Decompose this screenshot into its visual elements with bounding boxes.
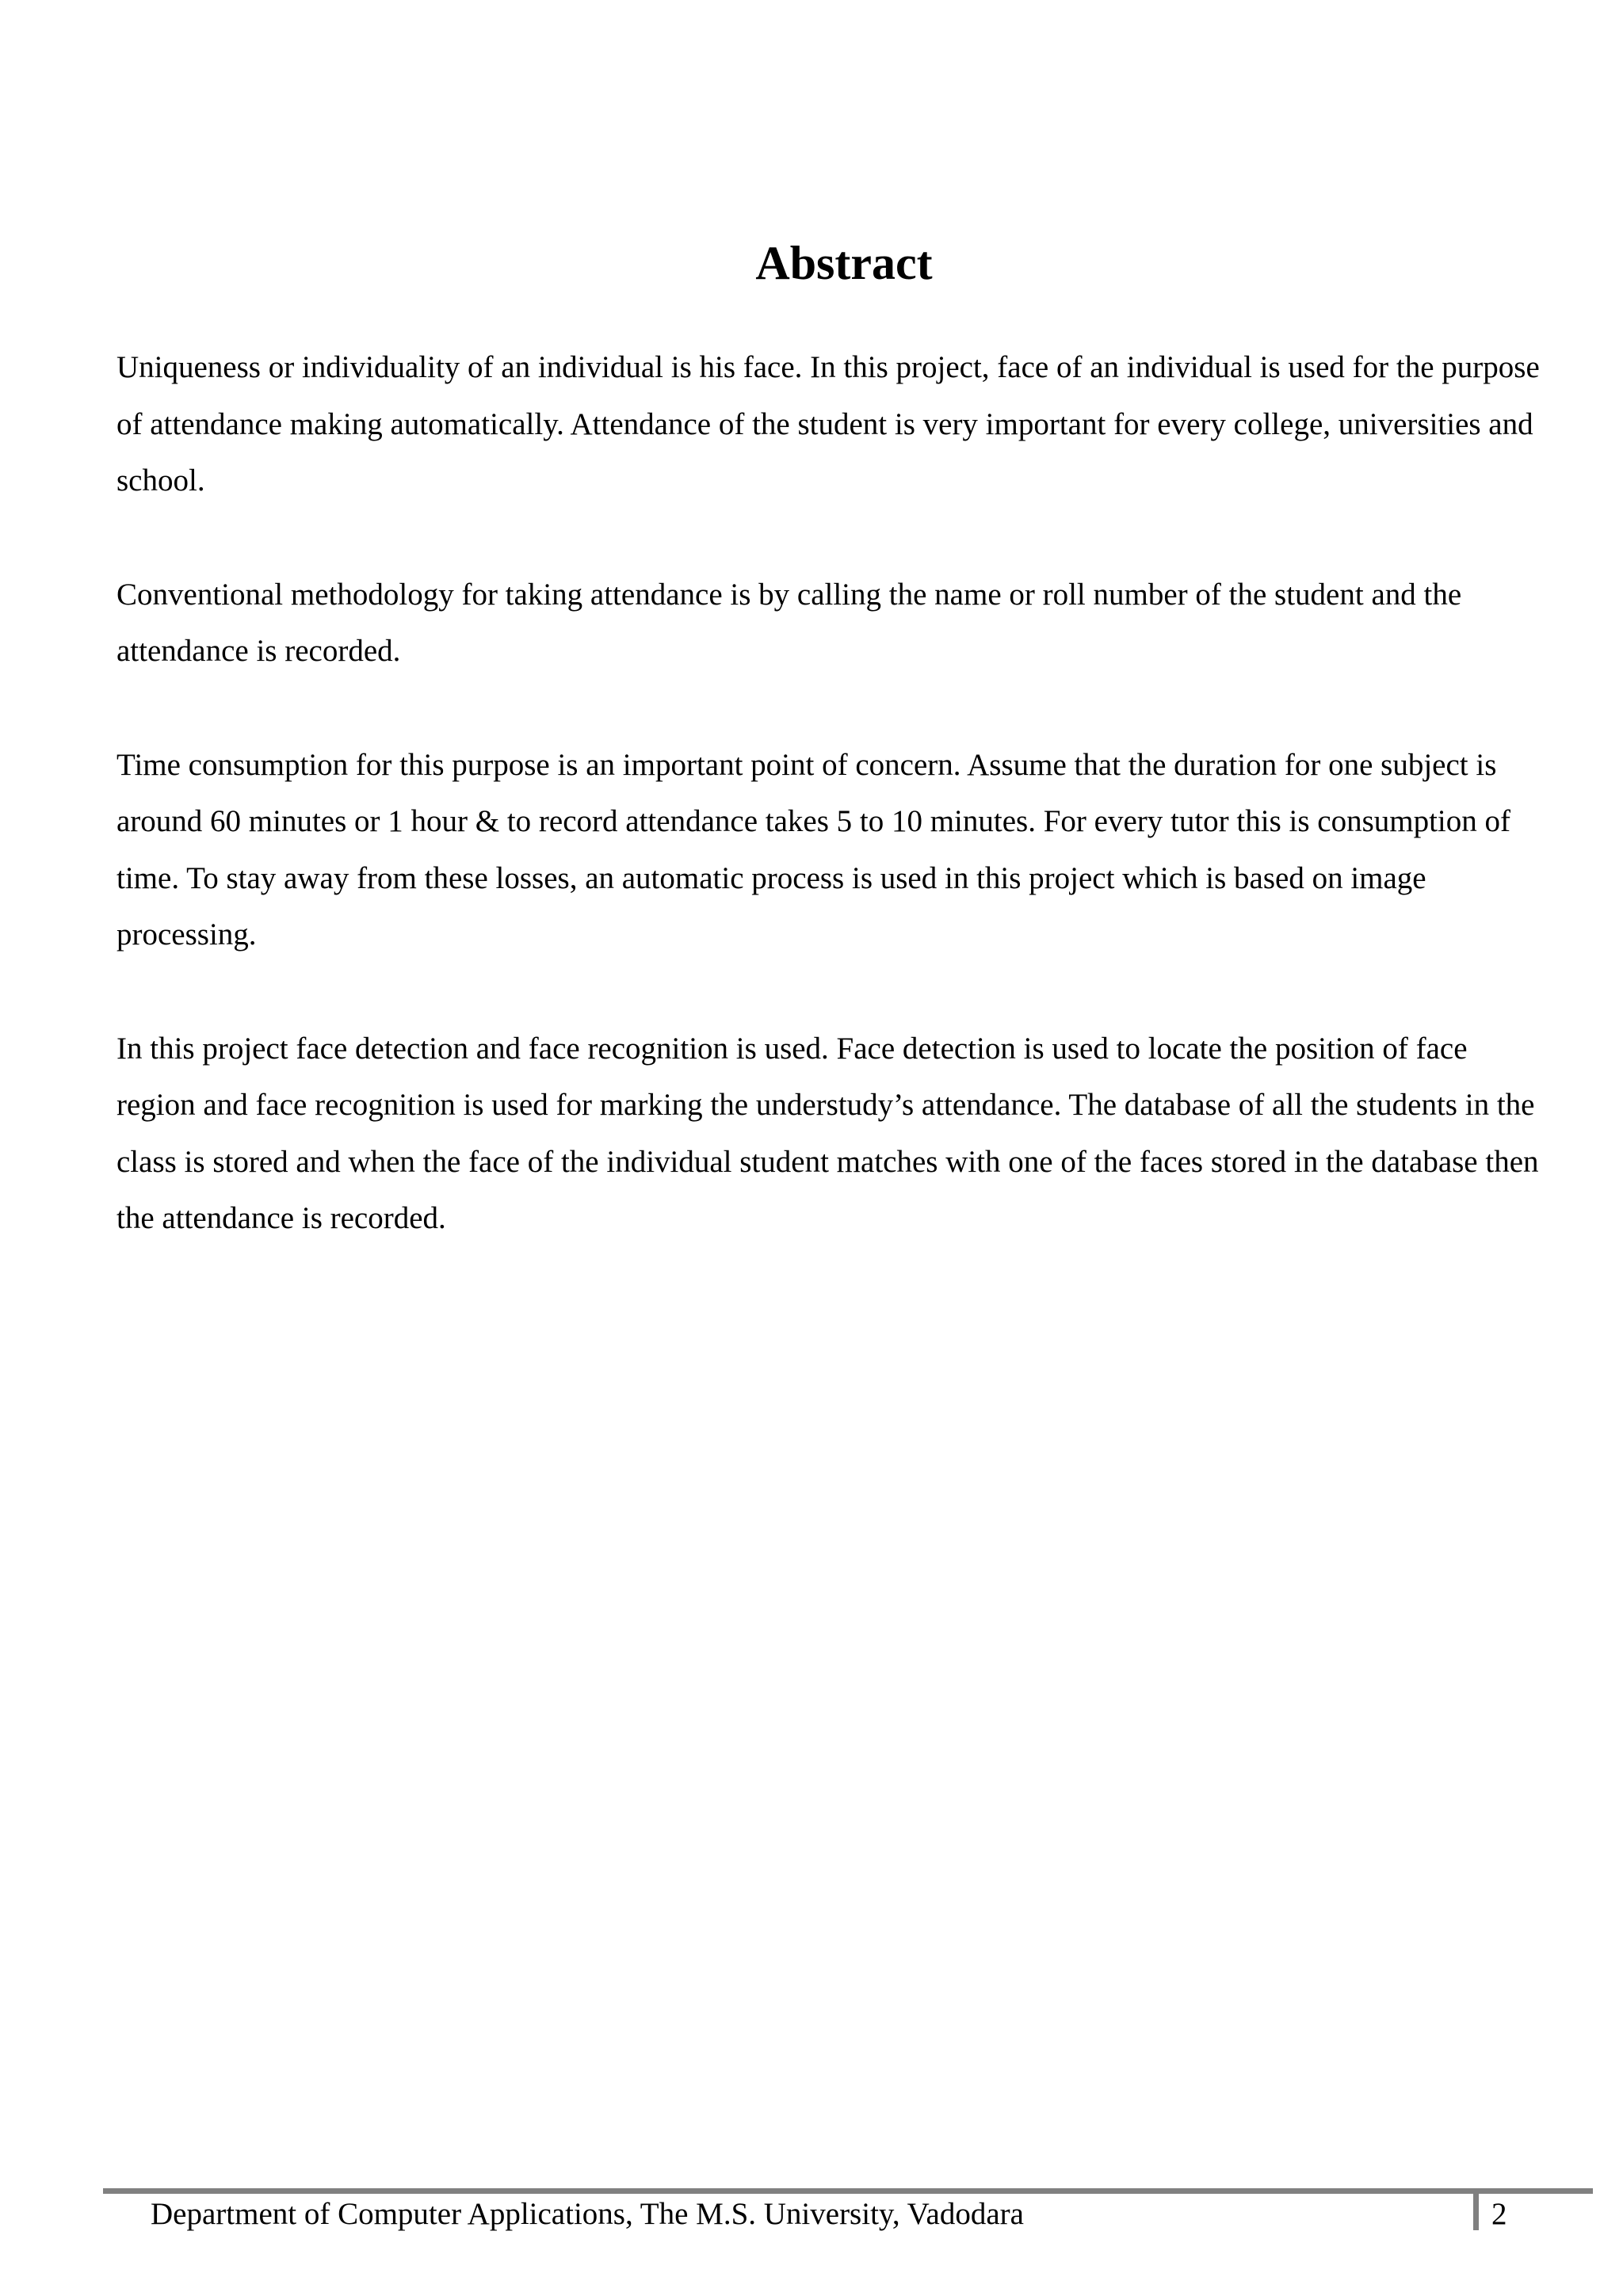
paragraph-2: Conventional methodology for taking attendance is by calling the name or roll number of the student and the attendance is recorded.: [116, 577, 1462, 668]
paragraph-1: Uniqueness or individuality of an individual is his face. In this project, face of an individual is used for the purpose of attendance making automatically. Attendance of the student is very important for every college, universities and school.: [116, 350, 1540, 498]
paragraph-3: Time consumption for this purpose is an important point of concern. Assume that the duration for one subject is around 60 minutes or 1 hour & to record attendance takes 5 to 10 minutes. For every tutor this is consumption of time. To stay away from these losses, an automatic process is used in this project which is based on image processing.: [116, 747, 1510, 952]
page-number: 2: [1491, 2197, 1507, 2231]
abstract-body: [116, 339, 1551, 1304]
paragraph-4: In this project face detection and face recognition is used. Face detection is used to locate the position of face region and face recognition is used for marking the understudy’s attendance. The database of all the students in the class is stored and when the face of the individual student matches with one of the faces stored in the database then the attendance is recorded.: [116, 1031, 1539, 1235]
footer-separator: [1473, 2194, 1479, 2230]
page-title: Abstract: [755, 237, 933, 289]
footer-department: Department of Computer Applications, The M.S. University, Vadodara: [151, 2197, 1024, 2231]
